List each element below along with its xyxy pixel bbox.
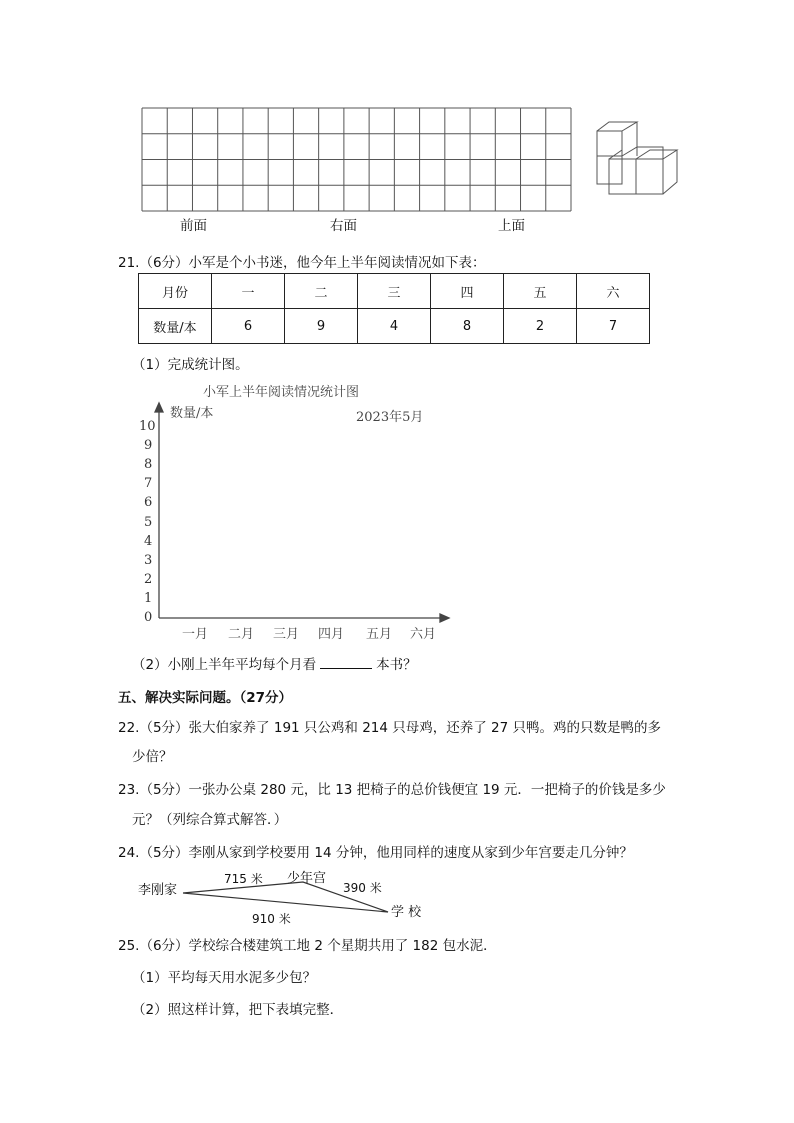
y-tick-label: 8 — [144, 457, 153, 473]
y-tick-label: 7 — [144, 476, 153, 492]
chart-subtitle: 2023年5月 — [356, 410, 424, 425]
y-tick-label: 1 — [144, 590, 153, 606]
q21-sub2-unit: 本书？ — [376, 657, 417, 673]
label-school: 学 校 — [391, 905, 422, 920]
q21-sub2-text: （2）小刚上半年平均每个月看 — [132, 657, 317, 673]
y-tick-label: 0 — [144, 610, 153, 625]
x-tick-label: 六月 — [410, 627, 437, 642]
y-tick-label: 2 — [144, 571, 153, 587]
label-right: 右面 — [330, 218, 357, 234]
q25-sub2: （2）照这样计算，把下表填完整． — [132, 1002, 344, 1018]
chart-title: 小军上半年阅读情况统计图 — [203, 385, 360, 400]
x-tick-label: 二月 — [228, 627, 255, 642]
label-top: 上面 — [498, 218, 525, 234]
distance-home-school: 910 米 — [252, 912, 291, 926]
section-heading: 五、解决实际问题。（27分） — [118, 690, 293, 706]
label-palace: 少年宫 — [287, 871, 327, 886]
cell: 4 — [358, 309, 431, 344]
y-tick-label: 4 — [144, 533, 153, 549]
y-tick-label: 9 — [144, 438, 153, 454]
x-tick-label: 四月 — [318, 627, 345, 642]
label-home: 李刚家 — [138, 883, 178, 898]
q23-line2: 元？（列综合算式解答．） — [132, 812, 288, 828]
cell: 2 — [504, 309, 577, 344]
cell: 六 — [577, 274, 650, 309]
chart-ylabel: 数量/本 — [170, 406, 214, 421]
q23-line1: 23.（5分）一张办公桌 280 元，比 13 把椅子的总价钱便宜 19 元．一把椅子的价钱是多少 — [118, 782, 666, 798]
x-tick-label: 五月 — [366, 627, 393, 642]
cell: 二 — [285, 274, 358, 309]
q22-line2: 少倍？ — [132, 749, 173, 765]
q21-stem: 21.（6分）小军是个小书迷，他今年上半年阅读情况如下表： — [118, 255, 486, 271]
cell: 一 — [212, 274, 285, 309]
x-tick-label: 三月 — [273, 627, 300, 642]
q22-line1: 22.（5分）张大伯家养了 191 只公鸡和 214 只母鸡，还养了 27 只鸭。鸡的只数是鸭的多 — [118, 720, 662, 736]
cell: 8 — [431, 309, 504, 344]
q25-sub1: （1）平均每天用水泥多少包？ — [132, 970, 317, 986]
x-tick-label: 一月 — [182, 627, 209, 642]
cell: 三 — [358, 274, 431, 309]
y-tick-label: 3 — [144, 552, 153, 568]
distance-home-palace: 715 米 — [224, 872, 263, 886]
distance-palace-school: 390 米 — [343, 881, 382, 895]
cell: 数量/本 — [139, 309, 212, 344]
cell: 9 — [285, 309, 358, 344]
q24-stem: 24.（5分）李刚从家到学校要用 14 分钟，他用同样的速度从家到少年宫要走几分钟？ — [118, 845, 633, 861]
label-front: 前面 — [180, 218, 207, 234]
cell: 五 — [504, 274, 577, 309]
y-tick-label: 5 — [144, 514, 153, 530]
cell: 月份 — [139, 274, 212, 309]
cell: 6 — [212, 309, 285, 344]
q25-stem: 25.（6分）学校综合楼建筑工地 2 个星期共用了 182 包水泥． — [118, 938, 497, 954]
cell: 四 — [431, 274, 504, 309]
y-tick-label: 6 — [144, 495, 153, 511]
cell: 7 — [577, 309, 650, 344]
y-tick-label: 10 — [139, 419, 156, 434]
q21-sub1: （1）完成统计图。 — [132, 357, 249, 373]
